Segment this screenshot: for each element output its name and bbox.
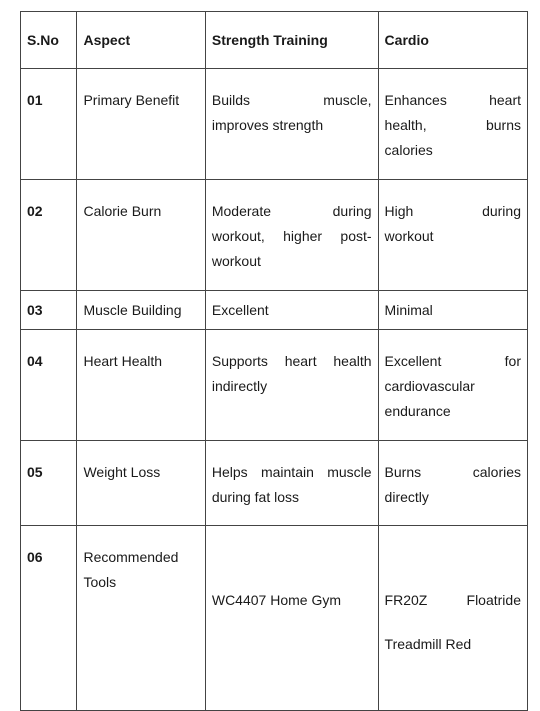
header-sno: S.No [21,12,77,69]
table-row [21,180,528,291]
cell-line: endurance [384,403,451,419]
row-cardio: Minimal [378,291,527,330]
row-number: 05 [21,441,77,526]
row-cardio [378,441,527,526]
table-row [21,441,528,526]
cell-line: Tools [83,574,117,590]
row-strength: WC4407 Home Gym [205,526,378,711]
cell-line: calories [384,142,433,158]
row-aspect: Muscle Building [77,291,205,330]
cell-line: Excellent for [384,353,521,369]
header-aspect: Aspect [77,12,205,69]
table-row [21,330,528,441]
cell-line: workout [211,253,261,269]
row-cardio [378,526,527,711]
table-row [21,291,528,330]
table-row [21,69,528,180]
cell-line: directly [384,489,429,505]
cell-line: FR20Z Floatride [384,592,521,608]
cell-line: indirectly [211,378,268,394]
cell-line: during fat loss [211,489,300,505]
table-header-row [21,12,528,69]
cell-line: Supports heart health [211,353,372,369]
row-number: 03 [21,291,77,330]
header-strength-training: Strength Training [205,12,378,69]
row-strength [205,180,378,291]
row-strength [205,69,378,180]
row-strength: Excellent [205,291,378,330]
cell-line: workout, higher post- [211,228,372,244]
cell-line: workout [384,228,434,244]
row-aspect: Heart Health [77,330,205,441]
row-strength [205,330,378,441]
comparison-table [20,11,528,711]
row-number: 06 [21,526,77,711]
row-cardio [378,330,527,441]
table-row [21,526,528,711]
header-cardio: Cardio [378,12,527,69]
cell-line: Helps maintain muscle [211,464,372,480]
cell-line: Enhances heart [384,92,521,108]
cell-line: improves strength [211,117,324,133]
cell-line: Burns calories [384,464,521,480]
cell-line: Moderate during [211,203,372,219]
row-number: 02 [21,180,77,291]
row-aspect: Calorie Burn [77,180,205,291]
row-strength [205,441,378,526]
row-aspect: Primary Benefit [77,69,205,180]
row-cardio [378,180,527,291]
cell-line: Recommended [83,549,179,565]
cell-line: health, burns [384,117,521,133]
row-aspect: Weight Loss [77,441,205,526]
cell-line: High during [384,203,521,219]
row-number: 04 [21,330,77,441]
cell-line: Treadmill Red [384,636,472,652]
cell-line: Builds muscle, [211,92,372,108]
row-cardio [378,69,527,180]
row-aspect [77,526,205,711]
cell-line: cardiovascular [384,378,475,394]
row-number: 01 [21,69,77,180]
